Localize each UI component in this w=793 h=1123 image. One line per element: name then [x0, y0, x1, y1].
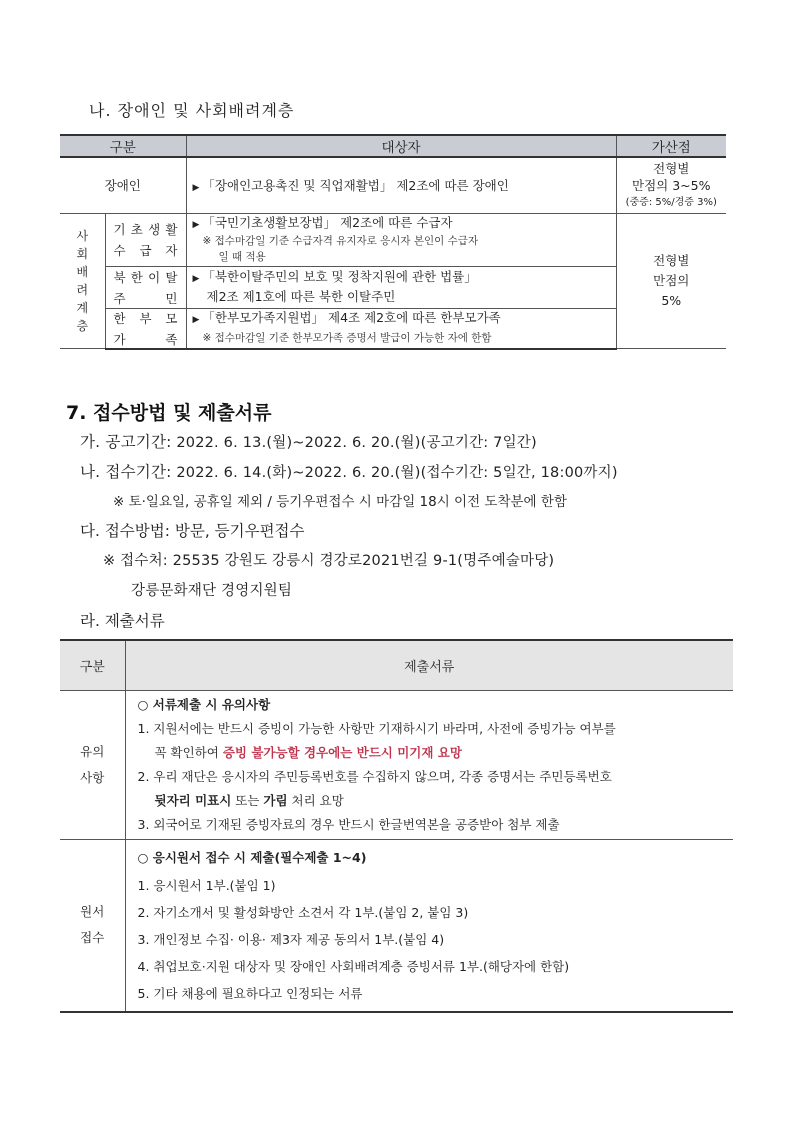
notice-label: 유의 사항	[60, 691, 125, 840]
table-row	[60, 213, 726, 266]
required-docs-title: 라. 제출서류	[80, 612, 165, 630]
table-header-row	[60, 640, 733, 691]
application-period-note: ※ 토·일요일, 공휴일 제외 / 등기우편접수 시 마감일 18시 이전 도착분에 한함	[113, 494, 567, 510]
list-item: 2. 자기소개서 및 활성화방안 소견서 각 1부.(붙임 2, 붙임 3)	[137, 904, 469, 920]
application-period: 나. 접수기간: 2022. 6. 14.(화)~2022. 6. 20.(월)(접수기간: 5일간, 18:00까지)	[80, 463, 618, 481]
basic-livelihood-target: ▶ 「국민기초생활보장법」 제2조에 따른 수급자 ※ 접수마감일 기준 수급자격 유지자로 응시자 본인이 수급자 일 때 적용	[186, 213, 616, 266]
announcement-period: 가. 공고기간: 2022. 6. 13.(월)~2022. 6. 20.(월)(공고기간: 7일간)	[80, 433, 537, 451]
application-content: ○ 응시원서 접수 시 제출(필수제출 1~4) 1. 응시원서 1부.(붙임 1) 2. 자기소개서 및 활성화방안 소견서 각 1부.(붙임 2, 붙임 3) 3. 개인정보 수집· 이용· 제3자 제공 동의서 1부.(붙임 4) 4. 취업보호·지원 대상자 및 장애인 사회배려계층 증빙서류 1부.(해당자에 한함) 5. 기타 채용에 필요하다고 인정되는 서류	[125, 840, 733, 1012]
basic-livelihood-label: 기 초 생 활 수 급 자	[105, 213, 186, 266]
list-item: 4. 취업보호·지원 대상자 및 장애인 사회배려계층 증빙서류 1부.(해당자에 한함)	[137, 958, 570, 974]
application-address: ※ 접수처: 25535 강원도 강릉시 경강로2021번길 9-1(명주예술마당)	[103, 553, 555, 569]
header-category: 구분	[60, 135, 186, 157]
header-points: 가산점	[616, 135, 726, 157]
table-header-row	[60, 135, 726, 157]
application-method: 다. 접수방법: 방문, 등기우편접수	[80, 522, 305, 540]
application-team: 강릉문화재단 경영지원팀	[131, 583, 293, 599]
north-defector-target: ▶ 「북한이탈주민의 보호 및 정착지원에 관한 법률」 제2조 제1호에 따른 북한 이탈주민	[186, 266, 616, 308]
table-row	[60, 157, 726, 213]
warning-text: 증빙 불가능할 경우에는 반드시 미기재 요망	[222, 745, 462, 760]
docs-header-category: 구분	[60, 640, 125, 691]
list-item: 3. 개인정보 수집· 이용· 제3자 제공 동의서 1부.(붙임 4)	[137, 931, 445, 947]
social-points: 전형별 만점의 5%	[616, 213, 726, 349]
section-heading: 나. 장애인 및 사회배려계층	[89, 101, 295, 120]
header-target: 대상자	[186, 135, 616, 157]
social-group-label: 사 회 배 려 계 층	[60, 213, 105, 349]
triangle-bullet-icon: ▶	[192, 219, 200, 230]
required-docs-table	[60, 639, 733, 1013]
docs-header-docs: 제출서류	[125, 640, 733, 691]
triangle-bullet-icon: ▶	[192, 315, 200, 325]
triangle-bullet-icon: ▶	[192, 183, 200, 194]
section-7-title: 7. 접수방법 및 제출서류	[66, 402, 272, 424]
single-parent-target: ▶ 「한부모가족지원법」 제4조 제2호에 따른 한부모가족 ※ 접수마감일 기준 한부모가족 증명서 발급이 가능한 자에 한함	[186, 308, 616, 349]
bonus-points-table	[60, 134, 726, 350]
list-item: 5. 기타 채용에 필요하다고 인정되는 서류	[137, 985, 363, 1001]
notice-content: ○ 서류제출 시 유의사항 1. 지원서에는 반드시 증빙이 가능한 사항만 기재하시기 바라며, 사전에 증빙가능 여부를 꼭 확인하여 증빙 불가능할 경우에는 반드시 미기재 요망 2. 우리 재단은 응시자의 주민등록번호를 수집하지 않으며, 각종 증명서는 주민등록번호 뒷자리 미표시 또는 가림 처리 요망 3. 외국어로 기재된 증빙자료의 경우 반드시 한글번역본을 공증받아 첨부 제출	[125, 691, 733, 840]
list-item: 1. 응시원서 1부.(붙임 1)	[137, 877, 276, 893]
application-label: 원서 접수	[60, 840, 125, 1012]
table-row	[60, 840, 733, 1012]
disabled-points: 전형별 만점의 3~5% (중증: 5%/경증 3%)	[616, 157, 726, 213]
triangle-bullet-icon: ▶	[192, 274, 200, 284]
disabled-target: ▶ 「장애인고용촉진 및 직업재활법」 제2조에 따른 장애인	[186, 157, 616, 213]
table-row	[60, 691, 733, 840]
disabled-label: 장애인	[60, 157, 186, 213]
north-defector-label: 북 한 이 탈 주 민	[105, 266, 186, 308]
single-parent-label: 한 부 모 가 족	[105, 308, 186, 349]
